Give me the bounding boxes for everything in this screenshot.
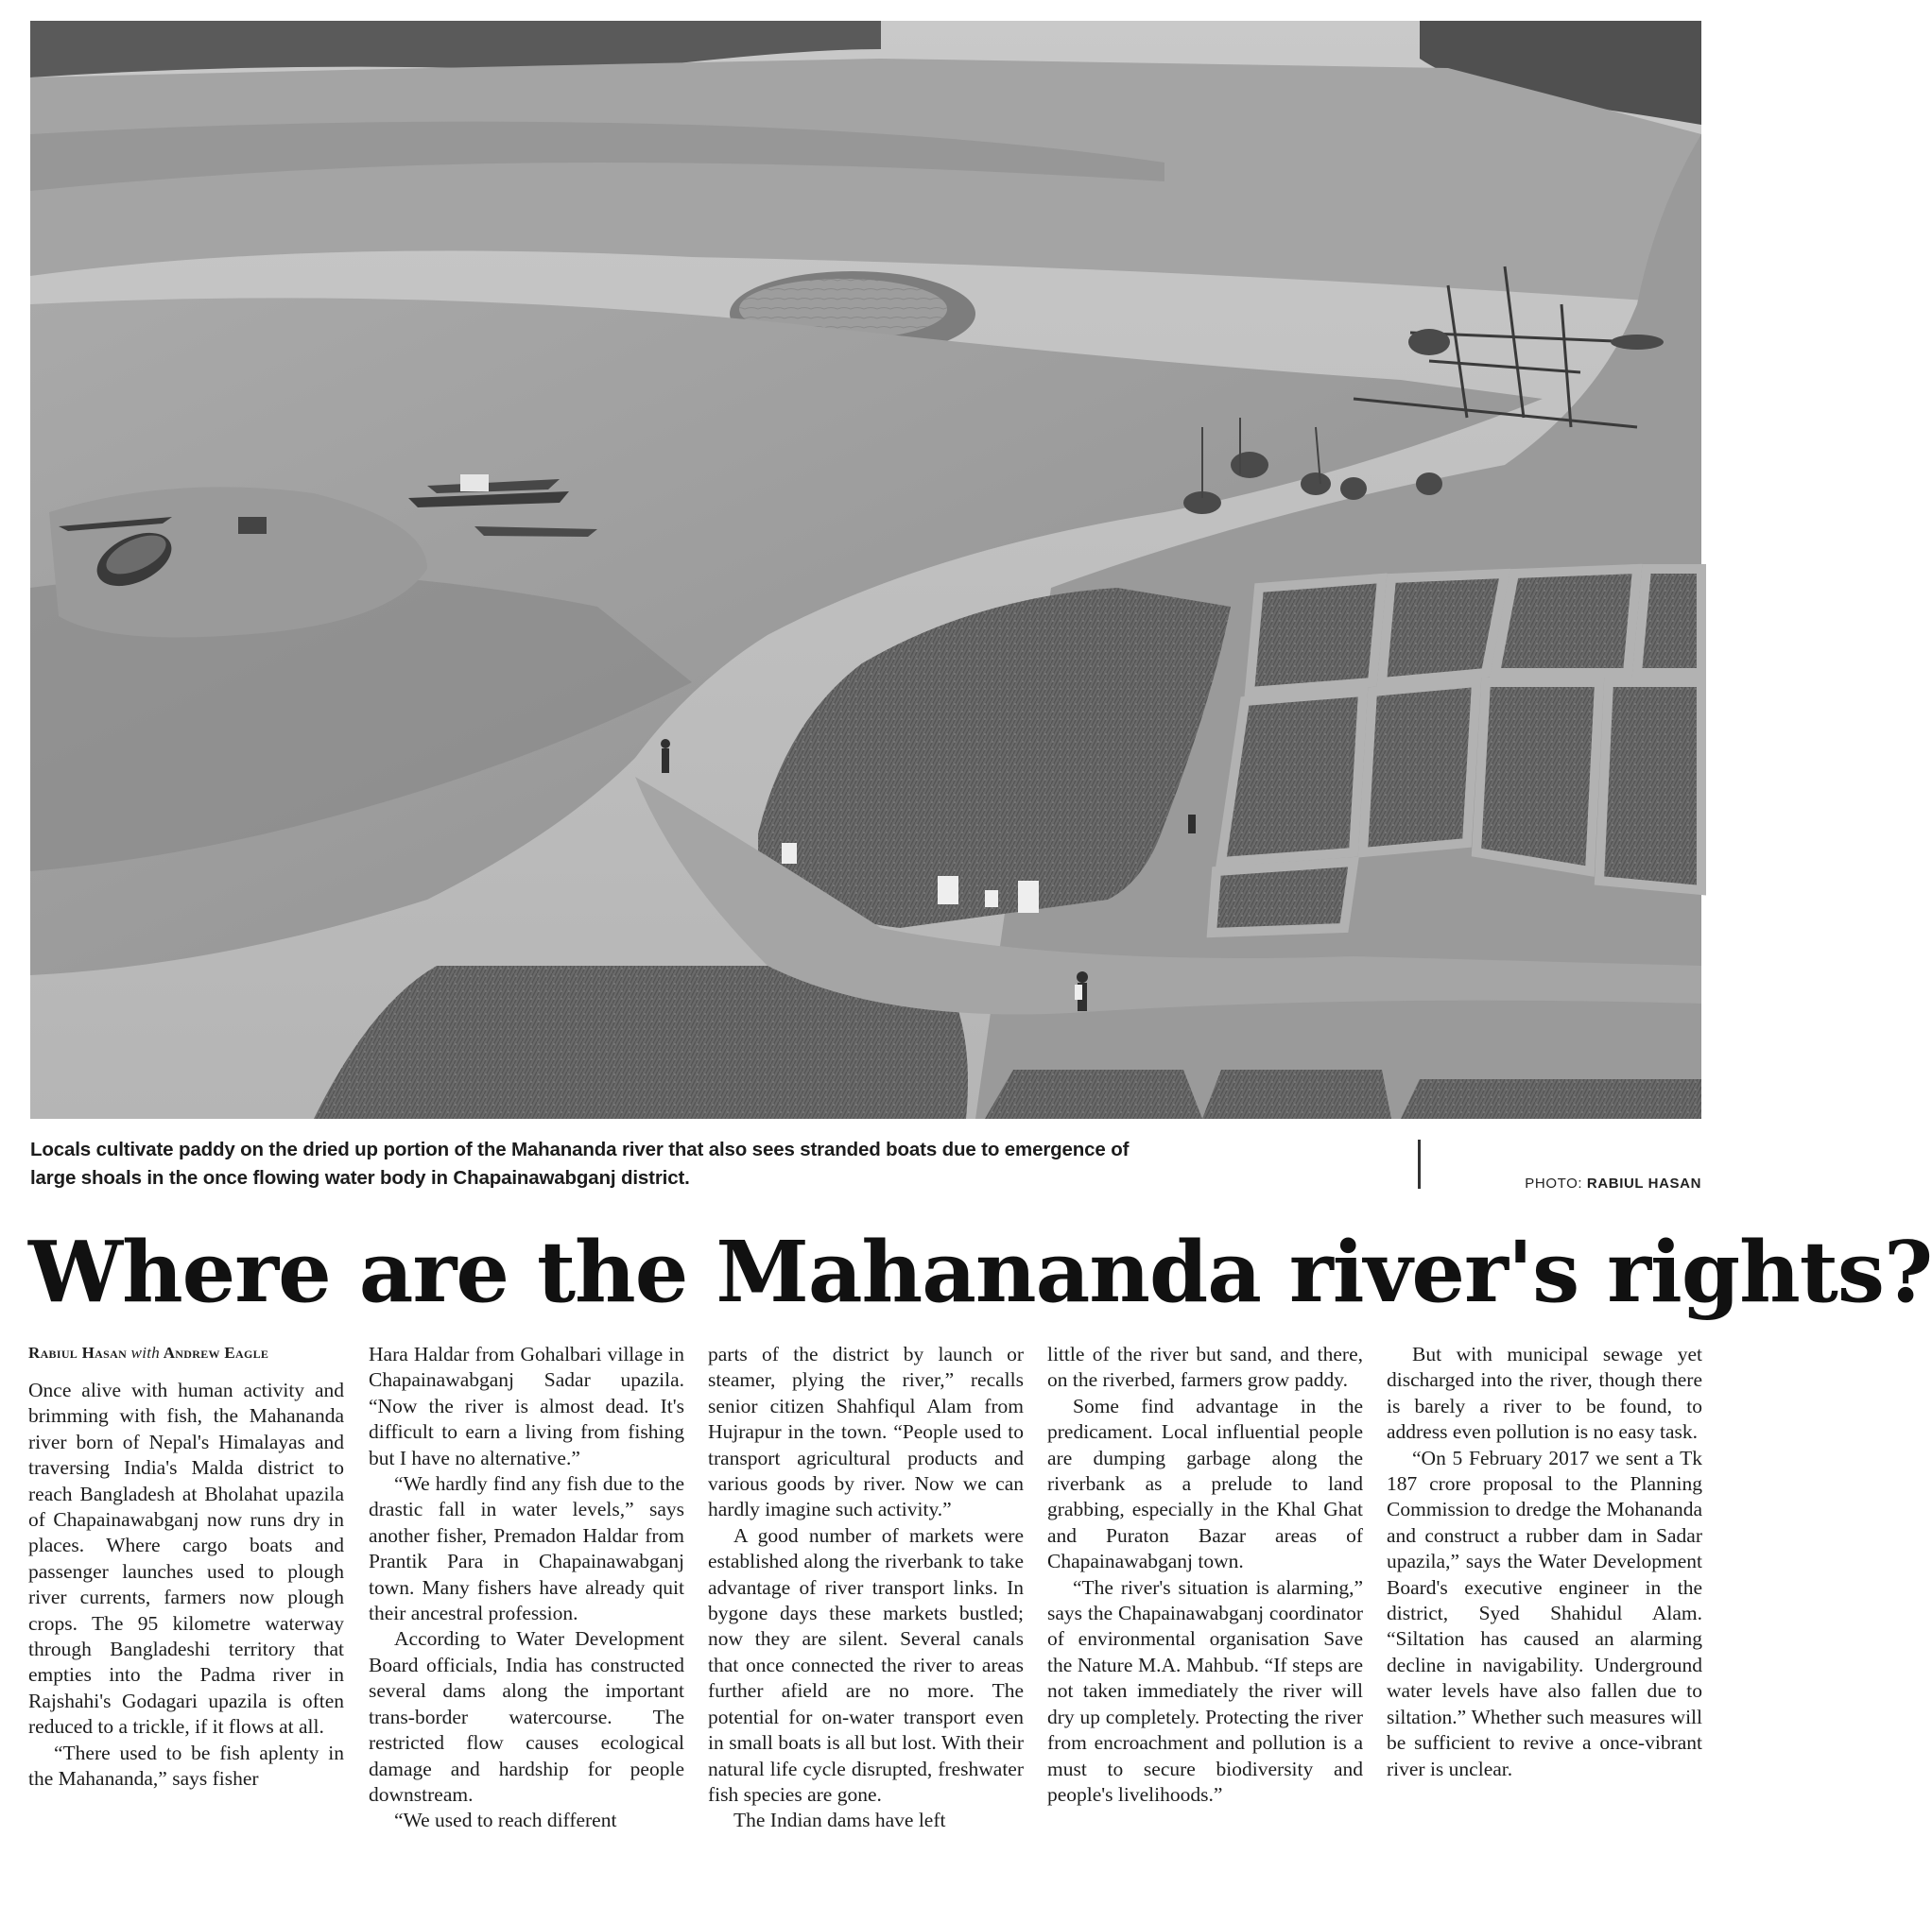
article-paragraph: “We hardly find any fish due to the drastic fall in water levels,” says another fisher, Premadon Haldar from Prantik Para in Chapainawabganj town. Many fishers have already quit their ancestral profession. [369, 1472, 684, 1625]
article-paragraph: “There used to be fish aplenty in the Mahananda,” says fisher [28, 1741, 344, 1791]
article-paragraph: little of the river but sand, and there, on the riverbed, farmers grow paddy. [1047, 1343, 1363, 1392]
photo-credit-label: PHOTO: [1525, 1176, 1583, 1192]
article-column-3 [708, 1342, 1024, 1909]
article-paragraph: According to Water Development Board officials, India has constructed several dams along the important trans-border watercourse. The restricted flow causes ecological damage and hardship for people downstream. [369, 1627, 684, 1806]
byline-coauthor: Andrew Eagle [163, 1344, 269, 1362]
article-paragraph: But with municipal sewage yet discharged into the river, though there is barely a river to be found, to address even pollution is no easy task. [1387, 1343, 1702, 1444]
article-headline: Where are the Mahananda river's rights? [28, 1222, 1932, 1321]
article-paragraph: “On 5 February 2017 we sent a Tk 187 crore proposal to the Planning Commission to dredge the Mohananda and construct a rubber dam in Sadar upazila,” says the Water Development Board's executive engineer in the district, Syed Shahidul Alam. “Siltation has caused an alarming decline in navigability. Underground water levels have also fallen due to siltation.” Whether such measures will be sufficient to revive a once-vibrant river is unclear. [1387, 1446, 1702, 1780]
photo-credit-name: RABIUL HASAN [1586, 1176, 1701, 1192]
article-column-1 [28, 1342, 344, 1909]
byline-author: Rabiul Hasan [28, 1344, 128, 1362]
article-column-4 [1047, 1342, 1363, 1909]
article-paragraph: “We used to reach different [394, 1809, 617, 1832]
article-paragraph: “The river's situation is alarming,” says the Chapainawabganj coordinator of environmental organisation Save the Nature M.A. Mahbub. “If steps are not taken immediately the river will dry up completely. Protecting the river from encroachment and pollution is a must to secure biodiversity and people's livelihoods.” [1047, 1575, 1363, 1806]
river-photo-illustration [30, 21, 1701, 1119]
news-photo [30, 21, 1701, 1119]
byline-with: with [130, 1344, 161, 1362]
caption-divider [1418, 1140, 1421, 1189]
article-column-2 [369, 1342, 684, 1909]
article-column-5 [1387, 1342, 1702, 1909]
photo-caption: Locals cultivate paddy on the dried up portion of the Mahananda river that also sees stranded boats due to emergence of large shoals in the once flowing water body in Chapainawabganj district. [30, 1139, 1130, 1189]
article-paragraph: Some find advantage in the predicament. Local influential people are dumping garbage along the riverbank as a prelude to land grabbing, especially in the Khal Ghat and Puraton Bazar areas of Chapainawabganj town. [1047, 1394, 1363, 1573]
article-paragraph: Once alive with human activity and brimming with fish, the Mahananda river born of Nepal's Himalayas and traversing India's Malda district to reach Bangladesh at Bholahat upazila of Chapainawabganj now runs dry in places. Where cargo boats and passenger launches used to plough river currents, farmers now plough crops. The 95 kilometre waterway through Bangladeshi territory that empties into the Padma river in Rajshahi's Godagari upazila is often reduced to a trickle, if it flows at all. [28, 1379, 344, 1739]
article-paragraph: The Indian dams have left [733, 1809, 946, 1832]
byline [28, 1344, 344, 1363]
article-paragraph: parts of the district by launch or steamer, plying the river,” recalls senior citizen Shahfiqul Alam from Hujrapur in the town. “People used to transport agricultural products and various goods by river. Now we can hardly imagine such activity.” [708, 1343, 1024, 1521]
article-paragraph: Hara Haldar from Gohalbari village in Chapainawabganj Sadar upazila. “Now the river is almost dead. It's difficult to earn a living from fishing but I have no alternative.” [369, 1343, 684, 1469]
article-paragraph: A good number of markets were established along the riverbank to take advantage of river transport links. In bygone days these markets bustled; now they are silent. Several canals that once connected the river to areas further afield are no more. The potential for on-water transport even in small boats is all but lost. With their natural life cycle disrupted, freshwater fish species are gone. [708, 1523, 1024, 1806]
photo-credit [1525, 1176, 1701, 1192]
